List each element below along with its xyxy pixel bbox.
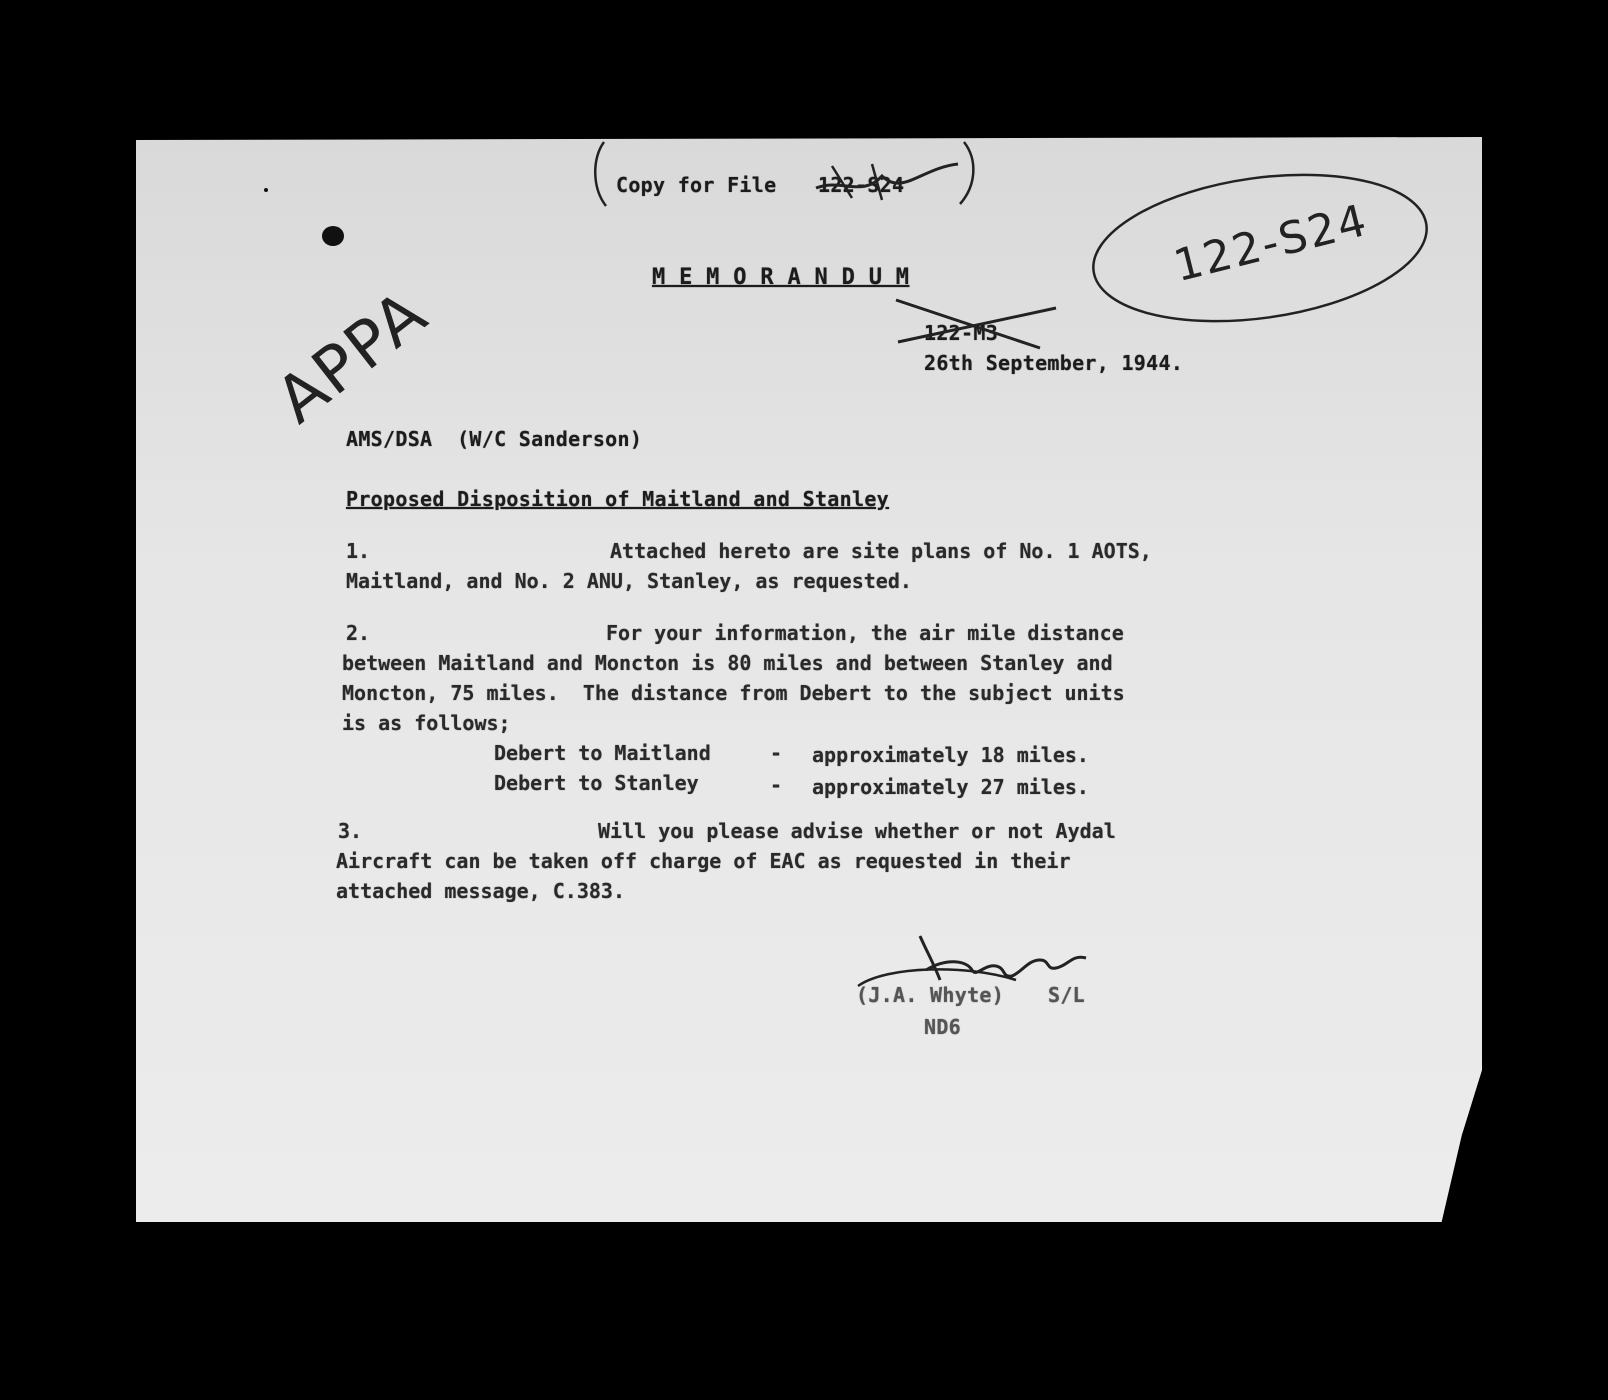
reference-struck: 122-M3	[924, 321, 999, 345]
ink-speck	[322, 226, 344, 246]
paragraph-3-line-2: Aircraft can be taken off charge of EAC as requested in their	[336, 849, 1071, 873]
paragraph-2-line-2: between Maitland and Moncton is 80 miles and between Stanley and	[342, 651, 1113, 675]
paragraph-2-line-3: Moncton, 75 miles. The distance from Debert to the subject units	[342, 681, 1125, 705]
handwritten-initials: APPA	[263, 275, 442, 439]
distance-value-1: approximately 18 miles.	[812, 743, 1089, 767]
copy-for-file-label: Copy for File	[616, 173, 777, 197]
distance-route-2: Debert to Stanley	[494, 771, 699, 795]
addressee: AMS/DSA (W/C Sanderson)	[346, 427, 643, 451]
paragraph-3-line-1: Will you please advise whether or not Aydal	[598, 819, 1116, 843]
distance-value-2: approximately 27 miles.	[812, 775, 1089, 799]
ink-speck	[264, 188, 268, 192]
paragraph-2-number: 2.	[346, 621, 371, 645]
paragraph-2-line-4: is as follows;	[342, 711, 511, 735]
paragraph-1-line-1: Attached hereto are site plans of No. 1 AOTS,	[610, 539, 1152, 563]
paragraph-1-line-2: Maitland, and No. 2 ANU, Stanley, as requested.	[346, 569, 912, 593]
distance-dash-1: -	[770, 741, 783, 765]
paragraph-3-number: 3.	[338, 819, 363, 843]
handwritten-file-number: 122-S24	[1168, 194, 1374, 293]
file-number-struck: 122-S24	[818, 173, 905, 197]
paragraph-1-number: 1.	[346, 539, 371, 563]
memo-title: M E M O R A N D U M	[652, 265, 910, 290]
paragraph-3-line-3: attached message, C.383.	[336, 879, 625, 903]
subject-line: Proposed Disposition of Maitland and Stanley	[346, 487, 890, 511]
distance-route-1: Debert to Maitland	[494, 741, 711, 765]
signatory-office: ND6	[924, 1015, 962, 1039]
memo-date: 26th September, 1944.	[924, 351, 1184, 375]
signatory-name: (J.A. Whyte)	[856, 983, 1005, 1007]
paragraph-2-line-1: For your information, the air mile distance	[606, 621, 1124, 645]
distance-dash-2: -	[770, 773, 783, 797]
signatory-rank: S/L	[1048, 983, 1086, 1007]
